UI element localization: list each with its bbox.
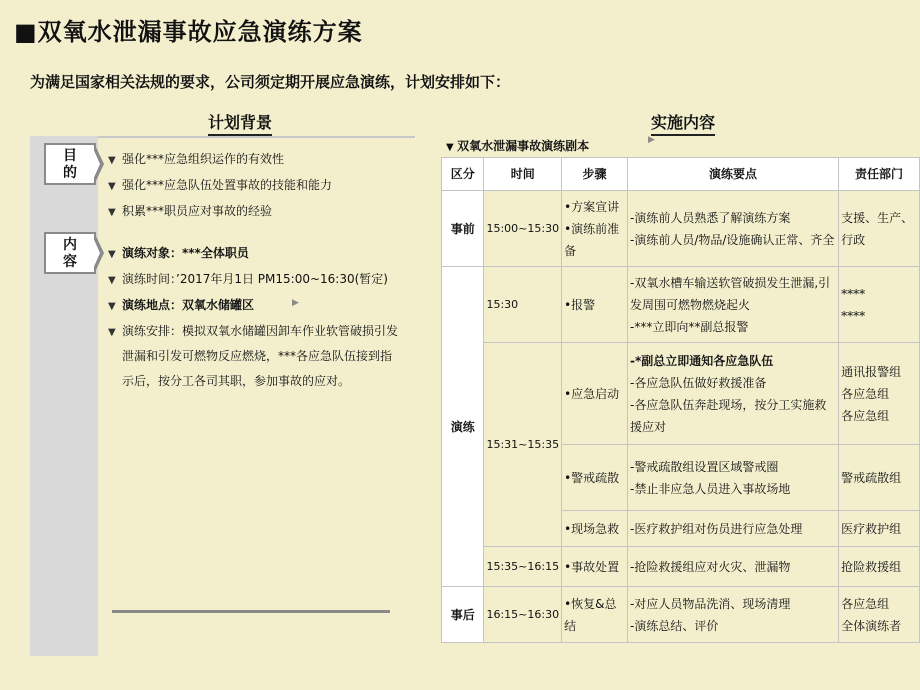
content-item-arrangement-line3: 示后，按分工各司其职，参加事故的应对。 bbox=[122, 374, 351, 388]
step-cell: •应急启动 bbox=[562, 343, 628, 445]
table-row bbox=[442, 191, 920, 267]
plan-background-heading: 计划背景 bbox=[208, 110, 272, 136]
dept-cell: 支援、生产、行政 bbox=[839, 191, 920, 267]
purpose-item: ▼ 强化***应急组织运作的有效性 bbox=[108, 152, 285, 166]
drill-script-table bbox=[441, 157, 920, 643]
content-tab-arrow-icon bbox=[94, 232, 104, 274]
phase-cell: 演练 bbox=[442, 267, 484, 587]
purpose-item: ▼ 积累***职员应对事故的经验 bbox=[108, 204, 273, 218]
content-tab bbox=[44, 232, 96, 274]
dept-cell: **** **** bbox=[839, 267, 920, 343]
table-row bbox=[442, 343, 920, 445]
content-item-arrangement: ▼ 演练安排：模拟双氧水储罐因卸车作业软管破损引发 bbox=[108, 324, 399, 338]
purpose-tab-label: 目 的 bbox=[63, 148, 77, 181]
divider-line bbox=[98, 136, 415, 138]
content-tab-label: 内 容 bbox=[63, 237, 77, 270]
header-cell: 区分 bbox=[442, 158, 484, 191]
point-cell: -抢险救援组应对火灾、泄漏物 bbox=[628, 547, 839, 587]
table-row bbox=[442, 547, 920, 587]
content-item-arrangement-line2: 泄漏和引发可燃物反应燃烧，***各应急队伍接到指 bbox=[122, 349, 393, 363]
dept-cell: 抢险救援组 bbox=[839, 547, 920, 587]
step-cell: •事故处置 bbox=[562, 547, 628, 587]
purpose-tab bbox=[44, 143, 96, 185]
phase-cell: 事前 bbox=[442, 191, 484, 267]
content-item-time: ▼ 演练时间：’2017年月1日 PM15:00~16:30(暂定) bbox=[108, 272, 388, 286]
purpose-item: ▼ 强化***应急队伍处置事故的技能和能力 bbox=[108, 178, 333, 192]
bottom-rule bbox=[112, 610, 390, 613]
phase-cell: 事后 bbox=[442, 587, 484, 643]
table-row bbox=[442, 587, 920, 643]
step-cell: •警戒疏散 bbox=[562, 445, 628, 511]
page-subtitle: 为满足国家相关法规的要求，公司须定期开展应急演练，计划安排如下： bbox=[30, 73, 511, 91]
table-title: ▼ 双氧水泄漏事故演练剧本 bbox=[446, 139, 590, 153]
table-header-row bbox=[442, 158, 920, 191]
time-cell: 15:31~15:35 bbox=[484, 343, 562, 547]
time-cell: 15:00~15:30 bbox=[484, 191, 562, 267]
implementation-heading: 实施内容 bbox=[651, 110, 715, 136]
content-item-location: ▼ 演练地点：双氧水储罐区 bbox=[108, 298, 255, 312]
dept-cell: 医疗救护组 bbox=[839, 511, 920, 547]
dept-cell: 警戒疏散组 bbox=[839, 445, 920, 511]
purpose-tab-arrow-icon bbox=[94, 143, 104, 185]
step-cell: •现场急救 bbox=[562, 511, 628, 547]
header-cell: 责任部门 bbox=[839, 158, 920, 191]
content-item-target: ▼ 演练对象：***全体职员 bbox=[108, 246, 249, 260]
step-cell: •方案宣讲 •演练前准备 bbox=[562, 191, 628, 267]
step-cell: •报警 bbox=[562, 267, 628, 343]
point-cell: -*副总立即通知各应急队伍 -各应急队伍做好救援准备 -各应急队伍奔赴现场，按分工实施救援应对 bbox=[628, 343, 839, 445]
dept-cell: 各应急组 全体演练者 bbox=[839, 587, 920, 643]
point-cell: -演练前人员熟悉了解演练方案 -演练前人员/物品/设施确认正常、齐全 bbox=[628, 191, 839, 267]
point-cell: -医疗救护组对伤员进行应急处理 bbox=[628, 511, 839, 547]
point-cell: -警戒疏散组设置区域警戒圈 -禁止非应急人员进入事故场地 bbox=[628, 445, 839, 511]
step-cell: •恢复&总结 bbox=[562, 587, 628, 643]
table-row bbox=[442, 267, 920, 343]
time-cell: 15:30 bbox=[484, 267, 562, 343]
point-cell: -双氧水槽车输送软管破损发生泄漏,引发周围可燃物燃烧起火 -***立即向**副总报警 bbox=[628, 267, 839, 343]
header-cell: 演练要点 bbox=[628, 158, 839, 191]
header-cell: 步骤 bbox=[562, 158, 628, 191]
time-cell: 16:15~16:30 bbox=[484, 587, 562, 643]
left-sidebar-bar bbox=[30, 136, 98, 656]
header-cell: 时间 bbox=[484, 158, 562, 191]
page-title: ■双氧水泄漏事故应急演练方案 bbox=[14, 18, 363, 46]
play-marker-icon: ▶ bbox=[292, 298, 299, 308]
time-cell: 15:35~16:15 bbox=[484, 547, 562, 587]
point-cell: -对应人员物品洗消、现场清理 -演练总结、评价 bbox=[628, 587, 839, 643]
dept-cell: 通讯报警组 各应急组 各应急组 bbox=[839, 343, 920, 445]
play-marker-icon: ▶ bbox=[648, 135, 655, 145]
